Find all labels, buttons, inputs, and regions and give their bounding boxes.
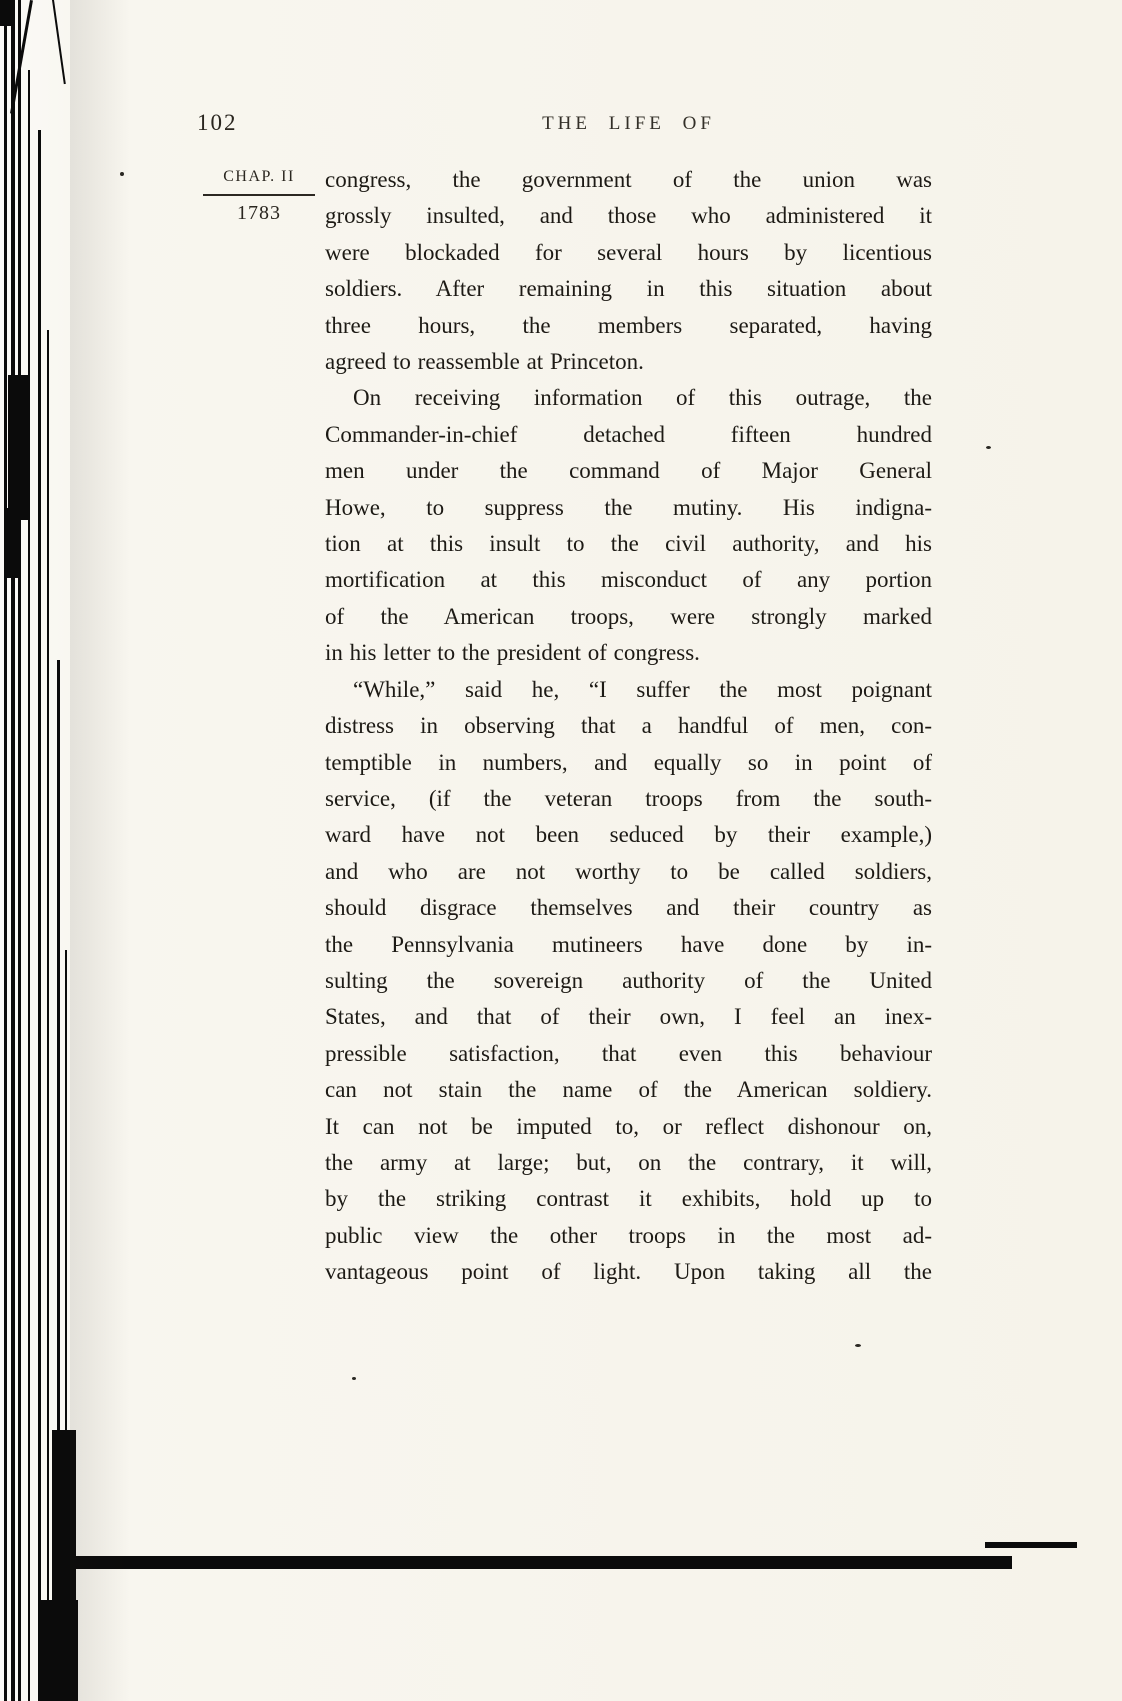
text-line: congress, the government of the union was <box>325 167 932 192</box>
text-line: service, (if the veteran troops from the south- <box>325 785 932 811</box>
scan-artifact-speck <box>855 1344 861 1347</box>
scan-artifact-ink-blob <box>6 508 20 578</box>
scan-artifact-binding-line <box>28 70 30 1701</box>
text-line: distress in observing that a handful of men, con- <box>325 713 932 739</box>
scan-artifact-bottom-bar <box>985 1542 1077 1548</box>
year-label: 1783 <box>237 202 281 224</box>
text-line: States, and that of their own, I feel an inex- <box>325 1004 932 1030</box>
scan-artifact-ink-blob <box>8 375 30 520</box>
text-line: and who are not worthy to be called soldiers, <box>325 858 932 884</box>
paragraph <box>325 672 932 1291</box>
text-line: the Pennsylvania mutineers have done by in- <box>325 931 932 957</box>
text-line: the army at large; but, on the contrary, it will, <box>325 1149 932 1175</box>
scan-artifact-binding-line <box>38 130 41 1701</box>
chapter-label: CHAP. II <box>223 168 295 185</box>
text-line: tion at this insult to the civil authority, and his <box>325 531 932 557</box>
gutter-shadow <box>70 0 130 1701</box>
text-line: Commander-in-chief detached fifteen hundred <box>325 421 932 447</box>
text-line: It can not be imputed to, or reflect dishonour on, <box>325 1113 932 1139</box>
scan-artifact-binding-line <box>18 0 21 1701</box>
scan-artifact-ink-blob <box>40 1600 78 1701</box>
text-line: three hours, the members separated, having <box>325 312 932 338</box>
text-line: pressible satisfaction, that even this behaviour <box>325 1040 932 1066</box>
scan-artifact-curve-line <box>52 0 66 84</box>
text-line: should disgrace themselves and their country as <box>325 895 932 921</box>
scan-artifact-bottom-bar <box>72 1556 1012 1569</box>
scan-artifact-speck <box>120 172 124 176</box>
text-line: of the American troops, were strongly marked <box>325 603 932 629</box>
text-line: were blockaded for several hours by licentious <box>325 239 932 265</box>
body-text <box>325 162 932 1291</box>
text-line: vantageous point of light. Upon taking all the <box>325 1259 932 1285</box>
text-line: sulting the sovereign authority of the United <box>325 967 932 993</box>
scan-artifact-binding-line <box>11 0 15 1701</box>
text-line: grossly insulted, and those who administered it <box>325 203 932 229</box>
scan-artifact-binding-line <box>4 0 7 1701</box>
margin-rule <box>203 194 315 196</box>
text-line: public view the other troops in the most ad- <box>325 1222 932 1248</box>
text-line: can not stain the name of the American soldiery. <box>325 1077 932 1103</box>
paragraph <box>325 380 932 671</box>
scan-artifact-speck <box>352 1377 356 1380</box>
text-line: mortification at this misconduct of any portion <box>325 567 932 593</box>
text-line: soldiers. After remaining in this situation about <box>325 276 932 302</box>
text-line: temptible in numbers, and equally so in point of <box>325 749 932 775</box>
text-line: men under the command of Major General <box>325 458 932 484</box>
margin-note <box>203 168 315 225</box>
text-line: “While,” said he, “I suffer the most poignant <box>353 676 932 702</box>
text-line: by the striking contrast it exhibits, hold up to <box>325 1186 932 1212</box>
page-number: 102 <box>197 110 238 135</box>
text-line: ward have not been seduced by their example,) <box>325 822 932 848</box>
scan-artifact-corner <box>0 0 14 26</box>
scan-artifact-binding-line <box>47 330 49 1701</box>
text-line: in his letter to the president of congress. <box>325 640 700 666</box>
scan-artifact-speck <box>986 446 991 449</box>
text-line: agreed to reassemble at Princeton. <box>325 349 644 375</box>
text-line: Howe, to suppress the mutiny. His indigna- <box>325 494 932 520</box>
paragraph <box>325 162 932 380</box>
text-line: On receiving information of this outrage, the <box>353 385 932 411</box>
running-header: THE LIFE OF <box>542 113 715 134</box>
